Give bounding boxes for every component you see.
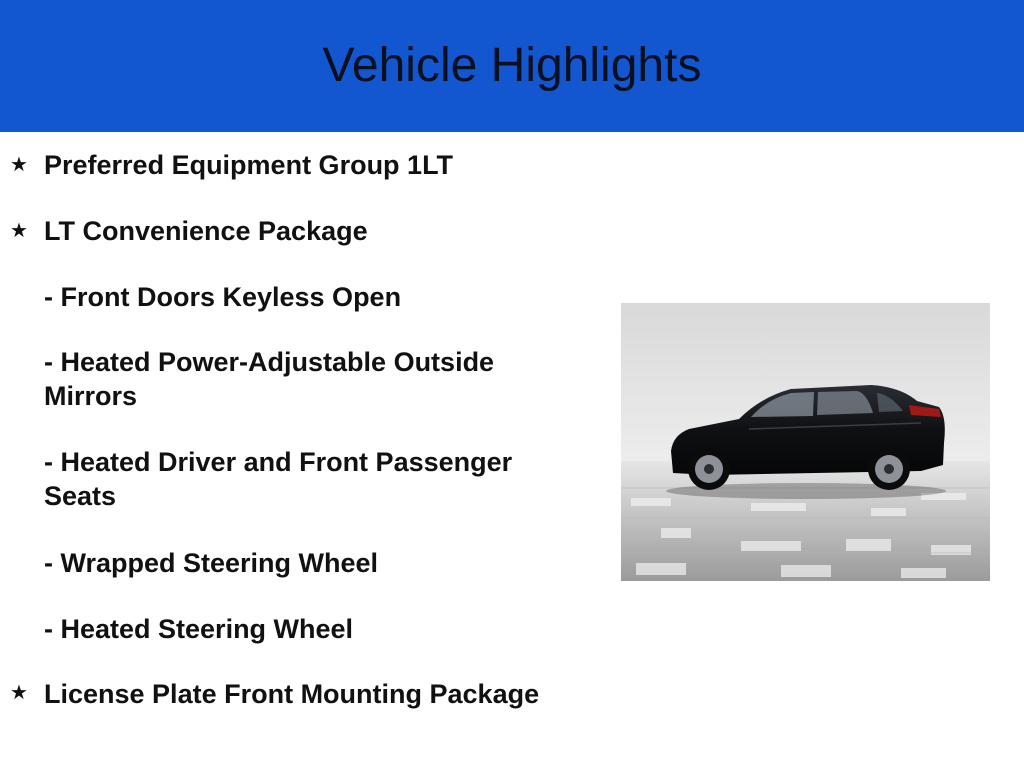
highlight-subitem: - Heated Power-Adjustable Outside Mirrors (44, 347, 495, 411)
highlight-item: License Plate Front Mounting Package (44, 679, 540, 709)
page-title: Vehicle Highlights (322, 38, 702, 92)
highlight-item: LT Convenience Package (44, 216, 368, 246)
star-icon: ★ (10, 682, 28, 704)
header-banner (0, 0, 1024, 132)
highlight-subitem: - Heated Steering Wheel (44, 614, 354, 644)
vehicle-photo (621, 303, 990, 581)
highlight-item: Preferred Equipment Group 1LT (44, 150, 454, 180)
highlight-subitem: - Wrapped Steering Wheel (44, 548, 379, 578)
highlight-subitem: - Heated Driver and Front Passenger Seats (44, 447, 513, 511)
star-icon: ★ (10, 154, 28, 176)
star-icon: ★ (10, 220, 28, 242)
highlight-subitem: - Front Doors Keyless Open (44, 282, 402, 312)
